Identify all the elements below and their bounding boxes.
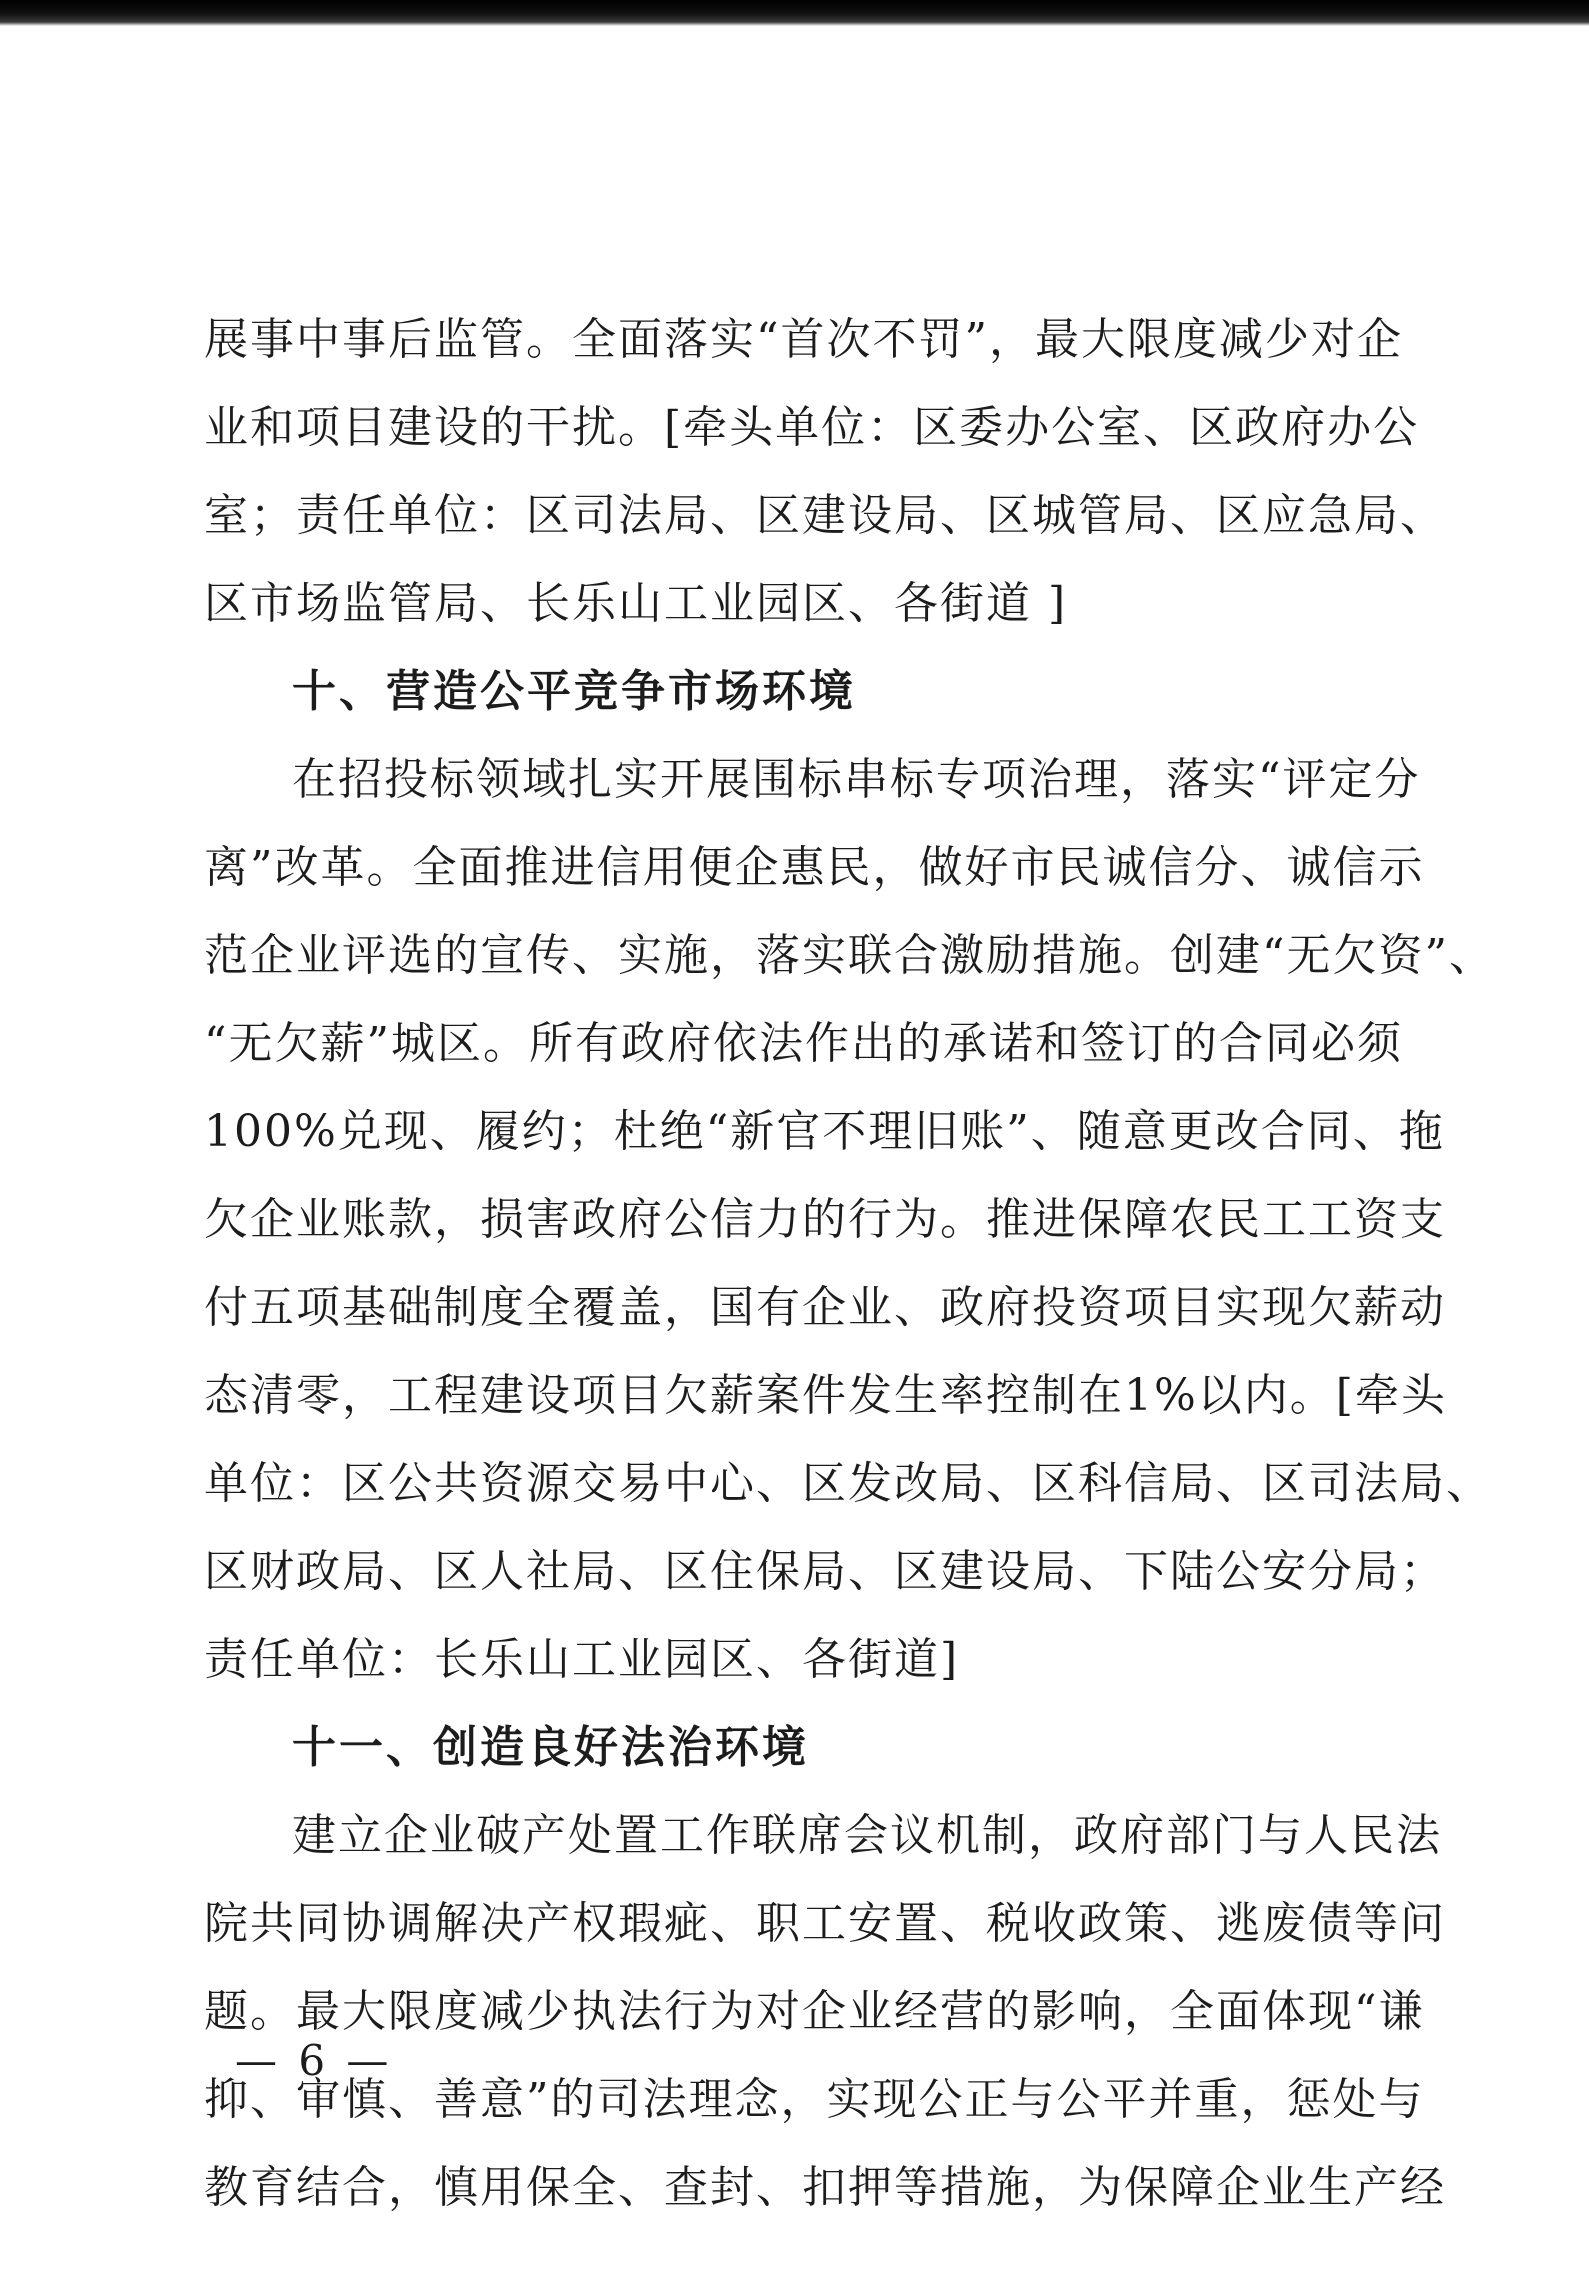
body-line: 抑、审慎、善意”的司法理念，实现公正与公平并重，惩处与	[204, 2074, 1425, 2125]
body-line: 离”改革。全面推进信用便企惠民，做好市民诚信分、诚信示	[204, 842, 1425, 893]
section-heading-10: 十、营造公平竞争市场环境	[292, 666, 856, 717]
page-number: — 6 —	[235, 2036, 393, 2085]
body-line: 单位：区公共资源交易中心、区发改局、区科信局、区司法局、	[204, 1458, 1492, 1509]
body-line: 范企业评选的宣传、实施，落实联合激励措施。创建“无欠资”、	[204, 930, 1495, 981]
scan-top-edge	[0, 0, 1589, 26]
body-line: 100%兑现、履约；杜绝“新官不理旧账”、随意更改合同、拖	[204, 1106, 1445, 1157]
body-line: 付五项基础制度全覆盖，国有企业、政府投资项目实现欠薪动	[204, 1282, 1446, 1333]
body-line: 院共同协调解决产权瑕疵、职工安置、税收政策、逃废债等问	[204, 1898, 1446, 1949]
body-line: 态清零，工程建设项目欠薪案件发生率控制在1%以内。[牵头	[204, 1370, 1447, 1421]
body-line: 室；责任单位：区司法局、区建设局、区城管局、区应急局、	[204, 490, 1446, 541]
body-line: 题。最大限度减少执法行为对企业经营的影响，全面体现“谦	[204, 1986, 1425, 2037]
body-line: 展事中事后监管。全面落实“首次不罚”，最大限度减少对企	[204, 314, 1403, 365]
body-line: 区市场监管局、长乐山工业园区、各街道 ]	[204, 578, 1068, 629]
body-line: “无欠薪”城区。所有政府依法作出的承诺和签订的合同必须	[204, 1018, 1403, 1069]
body-line: 业和项目建设的干扰。[牵头单位：区委办公室、区政府办公	[204, 402, 1420, 453]
body-line: 区财政局、区人社局、区住保局、区建设局、下陆公安分局；	[204, 1546, 1446, 1597]
body-line: 教育结合，慎用保全、查封、扣押等措施，为保障企业生产经	[204, 2162, 1446, 2213]
document-body	[204, 296, 1495, 2232]
paragraph-first-line: 建立企业破产处置工作联席会议机制，政府部门与人民法	[292, 1810, 1442, 1861]
paragraph-first-line: 在招投标领域扎实开展围标串标专项治理，落实“评定分	[292, 754, 1421, 805]
body-line: 欠企业账款，损害政府公信力的行为。推进保障农民工工资支	[204, 1194, 1446, 1245]
body-line: 责任单位：长乐山工业园区、各街道]	[204, 1634, 960, 1685]
section-heading-11: 十一、创造良好法治环境	[292, 1722, 809, 1773]
